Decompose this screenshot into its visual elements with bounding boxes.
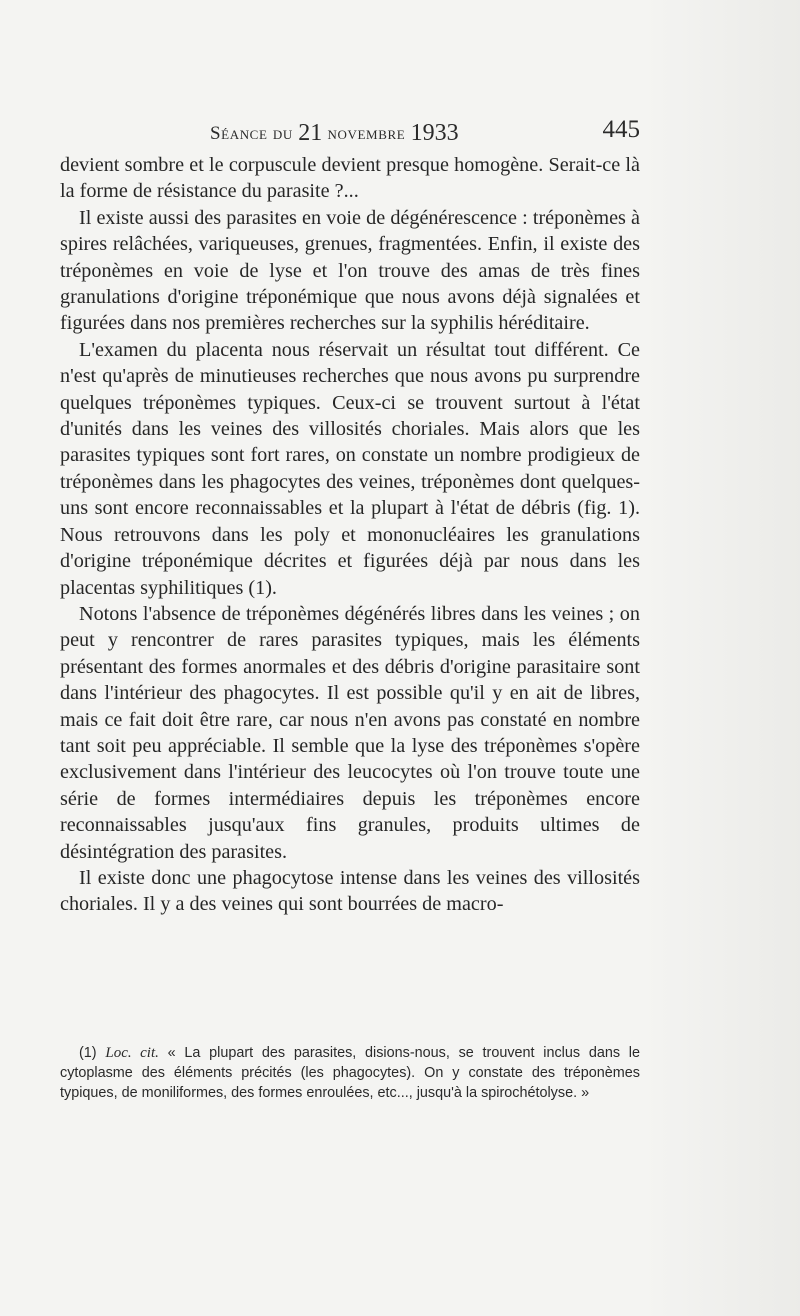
paragraph-1: devient sombre et le corpuscule devient presque homogène. Serait-ce là la forme de résistance du parasite ?...	[60, 154, 640, 203]
running-title-day: 21	[298, 120, 323, 146]
paper-edge-shade	[640, 0, 800, 1316]
footnote-text: « La plupart des parasites, disions-nous, se trouvent inclus dans le cytoplasme des éléments précités (les phagocytes). On y constate des tréponèmes typiques, de moniliformes, des formes enroulées, etc..., jusqu'à la spirochétolyse. »	[60, 1045, 640, 1101]
running-title-year: 1933	[410, 120, 459, 146]
running-head	[60, 116, 640, 150]
footnote	[60, 1043, 640, 1103]
running-title	[210, 120, 459, 147]
paragraph-3: L'examen du placenta nous réservait un résultat tout différent. Ce n'est qu'après de minutieuses recherches que nous avons pu surprendre quelques tréponèmes typiques. Ceux-ci se trouvent surtout à l'état d'unités dans les veines des villosités choriales. Mais alors que les parasites typiques sont fort rares, on constate un nombre prodigieux de tréponèmes dans les phagocytes des veines, tréponèmes dont quelques-uns sont encore reconnaissables et la plupart à l'état de débris (fig. 1). Nous retrouvons dans les poly et mononucléaires les granulations d'origine tréponémique décrites et figurées déjà par nous dans les placentas syphilitiques (1).	[60, 338, 640, 599]
paragraph-2: Il existe aussi des parasites en voie de dégénérescence : tréponèmes à spires relâchées, variqueuses, grenues, fragmentées. Enfin, il existe des tréponèmes en voie de lyse et l'on trouve des amas de très fines granulations d'origine tréponémique que nous avons déjà signalées et figurées dans nos premières recherches sur la syphilis héréditaire.	[60, 206, 640, 335]
paragraph-5: Il existe donc une phagocytose intense dans les veines des villosités choriales. Il y a des veines qui sont bourrées de macro-	[60, 866, 640, 916]
page-number: 445	[602, 116, 640, 143]
footnote-reference: Loc. cit.	[105, 1045, 159, 1061]
footnote-marker: (1)	[79, 1045, 106, 1061]
body-text	[60, 152, 640, 918]
running-title-before: Séance du	[210, 123, 299, 144]
paragraph-4: Notons l'absence de tréponèmes dégénérés libres dans les veines ; on peut y rencontrer de rares parasites typiques, mais les éléments présentant des formes anormales et des débris d'origine parasitaire sont dans l'intérieur des phagocytes. Il est possible qu'il y en ait de libres, mais ce fait doit être rare, car nous n'en avons pas constaté en nombre tant soit peu appréciable. Il semble que la lyse des tréponèmes s'opère exclusivement dans l'intérieur des leucocytes où l'on trouve toute une série de formes intermédiaires depuis les tréponèmes encore reconnaissables jusqu'aux fins granules, produits ultimes de désintégration des parasites.	[60, 602, 640, 863]
running-title-middle: novembre	[322, 123, 411, 144]
